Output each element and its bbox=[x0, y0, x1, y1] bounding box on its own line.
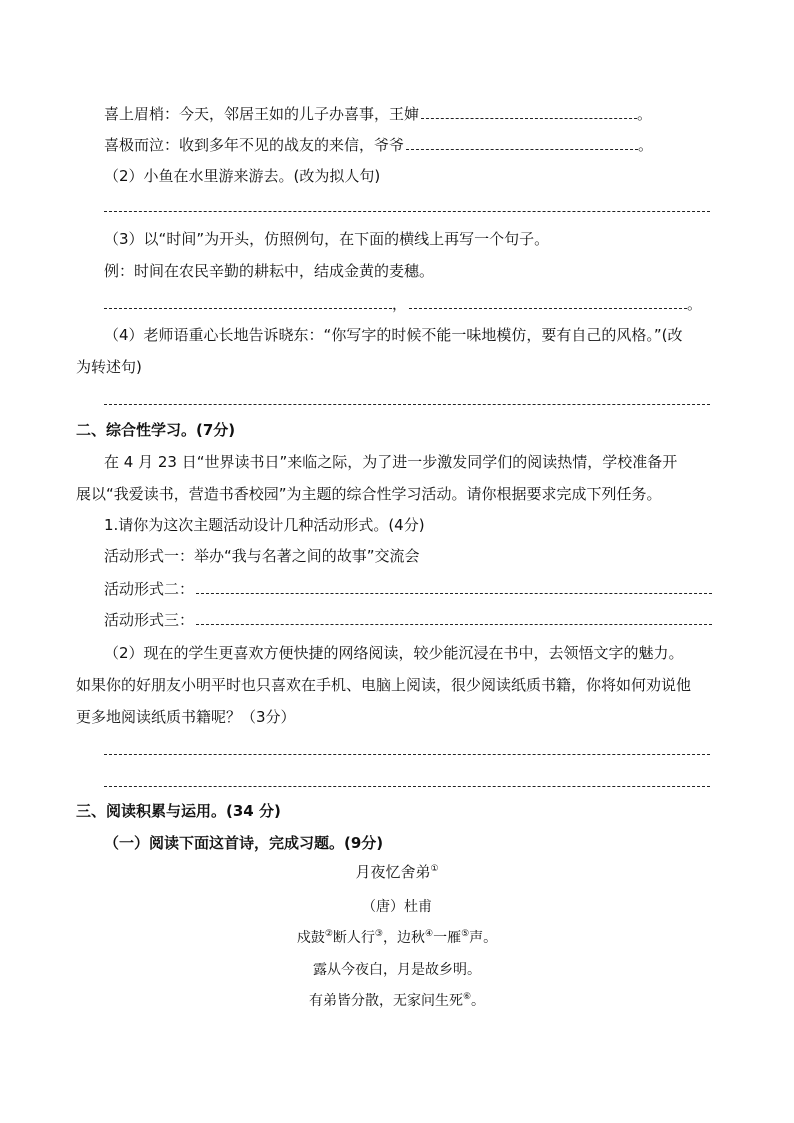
answer-blank-1[interactable] bbox=[421, 104, 637, 119]
period: 。 bbox=[637, 105, 653, 123]
activity-3-label: 活动形式三： bbox=[104, 611, 195, 629]
footnote-marker: ⑥ bbox=[462, 992, 472, 1002]
question-2: （2）小鱼在水里游来游去。(改为拟人句) bbox=[104, 167, 381, 185]
activity-3 bbox=[104, 610, 712, 632]
activity-2 bbox=[104, 579, 712, 601]
answer-blank-2[interactable] bbox=[406, 135, 638, 150]
answer-line-task-2-b[interactable] bbox=[104, 786, 710, 787]
poem-text: 断人行 bbox=[332, 930, 375, 946]
answer-line-task-2-a[interactable] bbox=[104, 754, 710, 755]
idiom-line-1 bbox=[104, 104, 652, 126]
comma: ， bbox=[392, 295, 408, 313]
answer-line-q2[interactable] bbox=[104, 211, 710, 212]
question-3-answer-row bbox=[104, 294, 702, 316]
footnote-marker: ① bbox=[430, 864, 439, 874]
poem-text: 声。 bbox=[469, 930, 498, 946]
footnote-marker: ⑤ bbox=[461, 929, 470, 939]
answer-blank-3b[interactable] bbox=[409, 294, 687, 309]
answer-line-q4[interactable] bbox=[104, 404, 710, 405]
task-2-line-1: （2）现在的学生更喜欢方便快捷的网络阅读，较少能沉浸在书中，去领悟文字的魅力。 bbox=[104, 644, 684, 662]
footnote-marker: ③ bbox=[374, 929, 383, 939]
question-4-line-2: 为转述句) bbox=[76, 358, 142, 376]
footnote-marker: ② bbox=[324, 929, 333, 939]
answer-blank-activity-3[interactable] bbox=[196, 610, 712, 625]
period: 。 bbox=[687, 295, 703, 313]
poem-text: 。 bbox=[471, 993, 486, 1009]
poem-line-3 bbox=[0, 991, 794, 1011]
footnote-marker: ④ bbox=[425, 929, 434, 939]
question-3: （3）以“时间”为开头，仿照例句，在下面的横线上再写一个句子。 bbox=[104, 230, 550, 248]
poem-text: ，边秋 bbox=[383, 930, 425, 946]
answer-blank-activity-2[interactable] bbox=[196, 579, 712, 594]
poem-text: 戍鼓 bbox=[296, 930, 325, 946]
poem-title-text: 月夜忆舍弟 bbox=[355, 863, 431, 881]
idiom-line-1-text: 喜上眉梢：今天，邻居王如的儿子办喜事，王婶 bbox=[104, 105, 420, 123]
poem-line-2: 露从今夜白，月是故乡明。 bbox=[313, 962, 481, 978]
poem-text: 有弟皆分散，无家问生死 bbox=[308, 993, 463, 1009]
section-2-para-line-1: 在 4 月 23 日“世界读书日”来临之际，为了进一步激发同学们的阅读热情，学校准备开 bbox=[104, 453, 678, 471]
idiom-line-2 bbox=[104, 135, 653, 157]
poem-text: 一雁 bbox=[433, 930, 462, 946]
section-2-para-line-2: 展以“我爱读书，营造书香校园”为主题的综合性学习活动。请你根据要求完成下列任务。 bbox=[76, 485, 662, 503]
poem-title bbox=[0, 862, 794, 882]
task-2-line-2: 如果你的好朋友小明平时也只喜欢在手机、电脑上阅读，很少阅读纸质书籍，你将如何劝说他 bbox=[76, 676, 692, 694]
answer-blank-3a[interactable] bbox=[104, 294, 392, 309]
poem-line-1 bbox=[0, 928, 794, 948]
section-3-title: 三、阅读积累与运用。(34 分) bbox=[76, 802, 281, 820]
task-1: 1.请你为这次主题活动设计几种活动形式。(4分) bbox=[104, 516, 425, 534]
section-2-title: 二、综合性学习。(7分) bbox=[76, 421, 236, 439]
period: 。 bbox=[638, 136, 654, 154]
poem-author: （唐）杜甫 bbox=[362, 899, 432, 915]
activity-2-label: 活动形式二： bbox=[104, 580, 195, 598]
idiom-line-2-text: 喜极而泣：收到多年不见的战友的来信，爷爷 bbox=[104, 136, 405, 154]
question-3-example: 例：时间在农民辛勤的耕耘中，结成金黄的麦穗。 bbox=[104, 262, 435, 280]
activity-1: 活动形式一：举办“我与名著之间的故事”交流会 bbox=[104, 547, 420, 565]
question-4-line-1: （4）老师语重心长地告诉晓东：“你写字的时候不能一味地模仿，要有自己的风格。”(改 bbox=[104, 326, 683, 344]
task-2-line-3: 更多地阅读纸质书籍呢？（3分） bbox=[76, 708, 296, 726]
subsection-1-title: （一）阅读下面这首诗，完成习题。(9分) bbox=[104, 834, 384, 852]
